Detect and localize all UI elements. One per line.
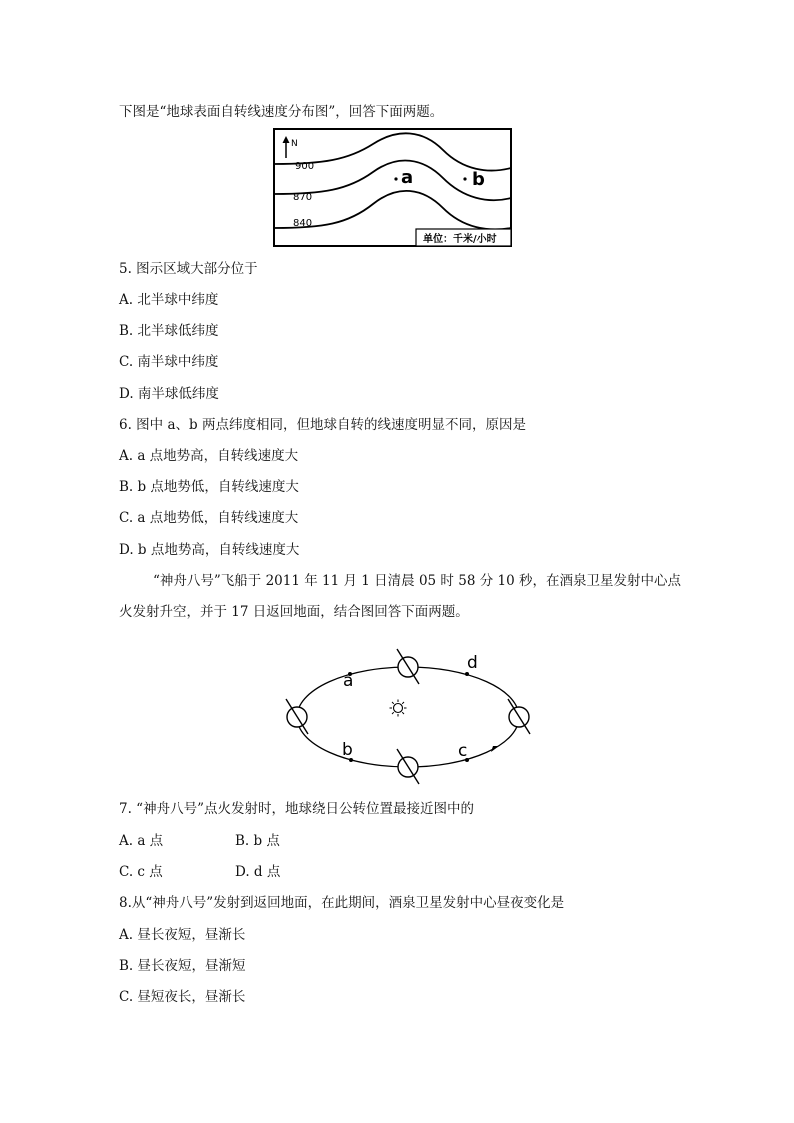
velocity-contour-map: [273, 128, 513, 248]
point-b-dot: [463, 177, 466, 180]
q7-option-d: D. d 点: [235, 864, 281, 880]
q5-option-d: D. 南半球低纬度: [119, 386, 219, 402]
q8-stem: 8.从“神舟八号”发射到返回地面，在此期间，酒泉卫星发射中心昼夜变化是: [119, 895, 565, 911]
q5-option-a: A. 北半球中纬度: [119, 292, 219, 308]
orbit-label-c: c: [458, 741, 468, 761]
earth-left-icon: [286, 699, 308, 734]
orbit-label-d: d: [467, 653, 478, 673]
q6-option-a: A. a 点地势高，自转线速度大: [119, 448, 299, 464]
earth-top-icon: [397, 649, 419, 684]
q5-stem: 5. 图示区域大部分位于: [119, 261, 258, 277]
unit-label: 单位：千米/小时: [423, 234, 497, 245]
q8-option-a: A. 昼长夜短，昼渐长: [119, 927, 246, 943]
sun-icon: [390, 700, 407, 717]
q5-option-b: B. 北半球低纬度: [119, 323, 219, 339]
q8-option-c: C. 昼短夜长，昼渐长: [119, 989, 246, 1005]
q7-option-b: B. b 点: [235, 833, 280, 849]
q5-option-c: C. 南半球中纬度: [119, 354, 219, 370]
q6-stem: 6. 图中 a、b 两点纬度相同，但地球自转的线速度明显不同，原因是: [119, 417, 526, 433]
q8-option-b: B. 昼长夜短，昼渐短: [119, 958, 246, 974]
intro-text-1: 下图是“地球表面自转线速度分布图”，回答下面两题。: [119, 104, 444, 120]
orbit-ellipse: [297, 667, 519, 767]
q7-option-c: C. c 点: [119, 864, 163, 880]
earth-right-icon: [508, 699, 530, 734]
q6-option-b: B. b 点地势低，自转线速度大: [119, 479, 299, 495]
intro-text-2-line1: “神舟八号”飞船于 2011 年 11 月 1 日清晨 05 时 58 分 10 秒，在酒泉卫星发射中心点: [153, 573, 681, 589]
point-b-label: b: [472, 169, 485, 190]
north-label: N: [291, 139, 298, 149]
point-a-label: a: [401, 167, 414, 188]
intro-text-2-line2: 火发射升空，并于 17 日返回地面，结合图回答下面两题。: [119, 604, 469, 620]
q7-stem: 7. “神舟八号”点火发射时，地球绕日公转位置最接近图中的: [119, 801, 474, 817]
contour-label-870: 870: [293, 192, 313, 203]
point-a-dot: [394, 177, 397, 180]
q7-option-a: A. a 点: [119, 833, 164, 849]
earth-orbit-diagram: [280, 640, 540, 785]
orbit-label-a: a: [343, 671, 354, 691]
orbit-label-b: b: [342, 740, 353, 760]
contour-label-900: 900: [295, 161, 315, 172]
contour-label-840: 840: [293, 218, 313, 229]
q6-option-c: C. a 点地势低，自转线速度大: [119, 510, 299, 526]
q6-option-d: D. b 点地势高，自转线速度大: [119, 542, 300, 558]
earth-bottom-icon: [397, 749, 419, 784]
